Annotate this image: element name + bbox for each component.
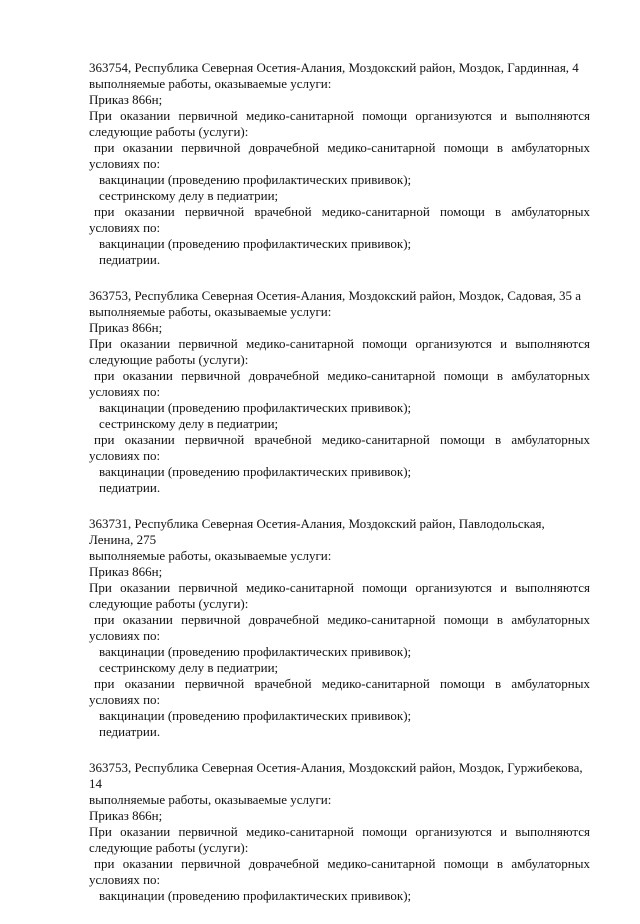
address-entry <box>89 760 590 904</box>
intro-continuation: следующие работы (услуги): <box>89 124 249 139</box>
services-label: выполняемые работы, оказываемые услуги: <box>89 76 332 91</box>
address-line: 363753, Республика Северная Осетия-Алания, Моздокский район, Моздок, Гуржибекова, 14 <box>89 760 583 791</box>
physician-care-continuation: условиях по: <box>89 220 161 235</box>
service-item: вакцинации (проведению профилактических прививок); <box>99 172 412 187</box>
order-reference: Приказ 866н; <box>89 320 163 335</box>
address-entry <box>89 60 590 268</box>
services-label: выполняемые работы, оказываемые услуги: <box>89 792 332 807</box>
address-line: 363753, Республика Северная Осетия-Алания, Моздокский район, Моздок, Садовая, 35 а <box>89 288 582 303</box>
service-item: вакцинации (проведению профилактических прививок); <box>99 644 412 659</box>
intro-continuation: следующие работы (услуги): <box>89 596 249 611</box>
prehospital-care-continuation: условиях по: <box>89 156 161 171</box>
physician-care-continuation: условиях по: <box>89 448 161 463</box>
service-item: сестринскому делу в педиатрии; <box>99 660 279 675</box>
services-label: выполняемые работы, оказываемые услуги: <box>89 548 332 563</box>
physician-care-line: при оказании первичной врачебной медико-санитарной помощи в амбулаторных <box>94 432 590 447</box>
address-entry <box>89 516 590 740</box>
physician-care-continuation: условиях по: <box>89 692 161 707</box>
prehospital-care-continuation: условиях по: <box>89 872 161 887</box>
service-item: педиатрии. <box>99 724 161 739</box>
prehospital-care-line: при оказании первичной доврачебной медико-санитарной помощи в амбулаторных <box>94 612 590 627</box>
service-item: вакцинации (проведению профилактических прививок); <box>99 888 412 903</box>
order-reference: Приказ 866н; <box>89 92 163 107</box>
service-item: сестринскому делу в педиатрии; <box>99 416 279 431</box>
prehospital-care-continuation: условиях по: <box>89 384 161 399</box>
intro-continuation: следующие работы (услуги): <box>89 352 249 367</box>
address-line: 363754, Республика Северная Осетия-Алания, Моздокский район, Моздок, Гардинная, 4 <box>89 60 579 75</box>
service-item: педиатрии. <box>99 252 161 267</box>
address-line: 363731, Республика Северная Осетия-Алания, Моздокский район, Павлодольская, Ленина, 275 <box>89 516 545 547</box>
address-entry <box>89 288 590 496</box>
prehospital-care-continuation: условиях по: <box>89 628 161 643</box>
document-page <box>89 60 590 924</box>
prehospital-care-line: при оказании первичной доврачебной медико-санитарной помощи в амбулаторных <box>94 368 590 383</box>
physician-care-line: при оказании первичной врачебной медико-санитарной помощи в амбулаторных <box>94 204 590 219</box>
service-item: сестринскому делу в педиатрии; <box>99 188 279 203</box>
intro-line: При оказании первичной медико-санитарной помощи организуются и выполняются <box>89 580 590 595</box>
prehospital-care-line: при оказании первичной доврачебной медико-санитарной помощи в амбулаторных <box>94 856 590 871</box>
intro-line: При оказании первичной медико-санитарной помощи организуются и выполняются <box>89 336 590 351</box>
intro-line: При оказании первичной медико-санитарной помощи организуются и выполняются <box>89 108 590 123</box>
prehospital-care-line: при оказании первичной доврачебной медико-санитарной помощи в амбулаторных <box>94 140 590 155</box>
intro-line: При оказании первичной медико-санитарной помощи организуются и выполняются <box>89 824 590 839</box>
physician-care-line: при оказании первичной врачебной медико-санитарной помощи в амбулаторных <box>94 676 590 691</box>
service-item: вакцинации (проведению профилактических прививок); <box>99 236 412 251</box>
services-label: выполняемые работы, оказываемые услуги: <box>89 304 332 319</box>
intro-continuation: следующие работы (услуги): <box>89 840 249 855</box>
service-item: вакцинации (проведению профилактических прививок); <box>99 464 412 479</box>
service-item: вакцинации (проведению профилактических прививок); <box>99 400 412 415</box>
order-reference: Приказ 866н; <box>89 808 163 823</box>
service-item: педиатрии. <box>99 480 161 495</box>
order-reference: Приказ 866н; <box>89 564 163 579</box>
service-item: вакцинации (проведению профилактических прививок); <box>99 708 412 723</box>
